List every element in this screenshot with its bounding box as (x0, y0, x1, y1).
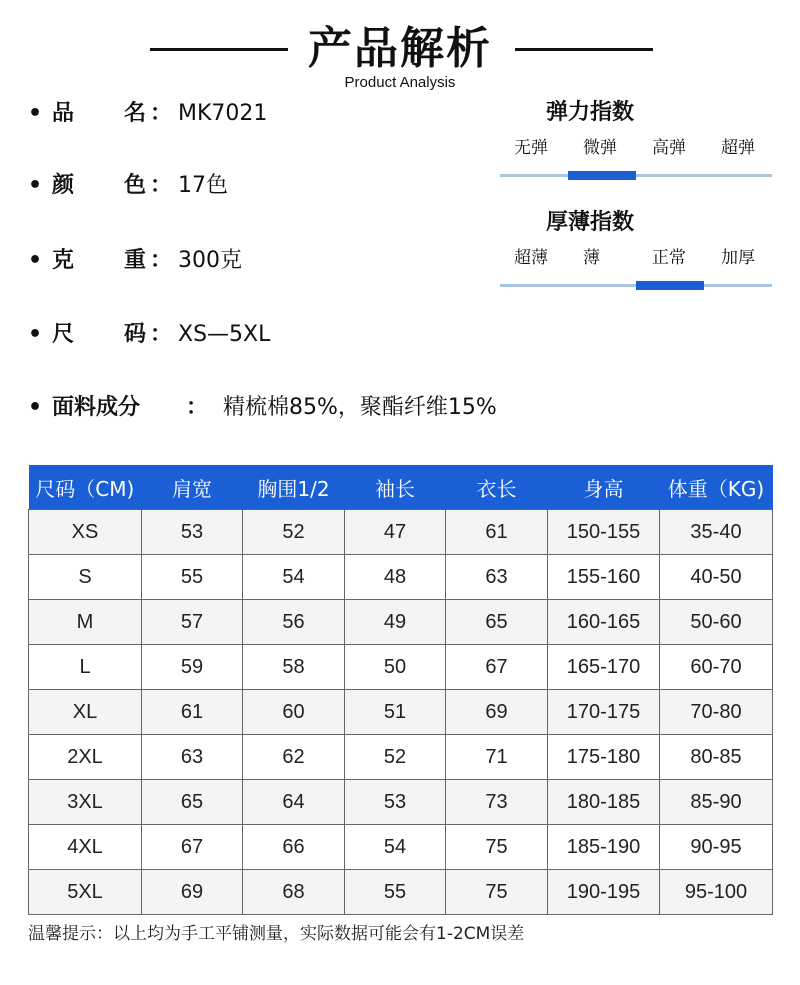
table-cell: 155-160 (548, 555, 660, 600)
thickness-level-label: 正常 (652, 248, 686, 268)
table-cell: 55 (345, 870, 446, 915)
info-colon: ： (186, 395, 209, 420)
table-row (29, 780, 773, 825)
column-header: 袖长 (345, 465, 446, 510)
table-cell: 67 (142, 825, 243, 870)
info-colon: ： (150, 101, 173, 126)
table-cell: 48 (345, 555, 446, 600)
table-cell: 35-40 (660, 510, 773, 555)
bullet-icon: • (28, 173, 43, 198)
table-cell: S (29, 555, 142, 600)
table-cell: XS (29, 510, 142, 555)
info-label-char: 码 (124, 322, 147, 347)
info-value-name: MK7021 (178, 101, 268, 126)
thickness-index-indicator (636, 281, 704, 290)
table-cell: L (29, 645, 142, 690)
table-row (29, 645, 773, 690)
table-cell: 85-90 (660, 780, 773, 825)
table-cell: 95-100 (660, 870, 773, 915)
info-value-size: XS—5XL (178, 322, 271, 347)
page-subtitle: Product Analysis (344, 74, 456, 91)
table-cell: 70-80 (660, 690, 773, 735)
table-cell: 63 (142, 735, 243, 780)
table-cell: 190-195 (548, 870, 660, 915)
table-cell: 90-95 (660, 825, 773, 870)
info-label-char: 克 (52, 248, 75, 273)
table-row (29, 735, 773, 780)
table-row (29, 825, 773, 870)
table-row (29, 600, 773, 645)
table-cell: 55 (142, 555, 243, 600)
info-value-color: 17色 (178, 173, 228, 198)
table-cell: XL (29, 690, 142, 735)
table-cell: 75 (446, 825, 548, 870)
table-cell: 150-155 (548, 510, 660, 555)
table-cell: 75 (446, 870, 548, 915)
elastic-index-levels (500, 136, 772, 160)
elastic-index-title: 弹力指数 (545, 100, 634, 125)
elastic-level-label: 超弹 (721, 138, 755, 158)
table-cell: 53 (142, 510, 243, 555)
thickness-level-label: 加厚 (721, 248, 755, 268)
table-row (29, 690, 773, 735)
table-cell: 4XL (29, 825, 142, 870)
table-cell: 50-60 (660, 600, 773, 645)
info-label-fabric: 面料成分 (52, 395, 141, 420)
table-cell: 160-165 (548, 600, 660, 645)
table-cell: 69 (446, 690, 548, 735)
size-chart-table (28, 465, 773, 915)
table-cell: 56 (243, 600, 345, 645)
table-row (29, 870, 773, 915)
table-body (29, 510, 773, 915)
column-header: 胸围1/2 (243, 465, 345, 510)
info-value-fabric: 精梳棉85%，聚酯纤维15% (223, 395, 497, 420)
table-cell: 63 (446, 555, 548, 600)
info-label-char: 重 (124, 248, 147, 273)
table-cell: 67 (446, 645, 548, 690)
info-colon: ： (150, 322, 173, 347)
table-cell: 69 (142, 870, 243, 915)
table-cell: 80-85 (660, 735, 773, 780)
table-header-row (29, 465, 773, 510)
table-cell: 54 (243, 555, 345, 600)
column-header: 体重（KG) (660, 465, 773, 510)
table-cell: 47 (345, 510, 446, 555)
table-cell: 60-70 (660, 645, 773, 690)
title-section (0, 18, 800, 98)
table-cell: 61 (142, 690, 243, 735)
table-cell: 52 (243, 510, 345, 555)
table-cell: 175-180 (548, 735, 660, 780)
info-label-char: 尺 (52, 322, 75, 347)
info-label-char: 色 (124, 173, 147, 198)
table-cell: 58 (243, 645, 345, 690)
thickness-level-label: 薄 (583, 248, 600, 268)
table-cell: 52 (345, 735, 446, 780)
column-header: 衣长 (446, 465, 548, 510)
info-label-char: 颜 (52, 173, 75, 198)
table-cell: 71 (446, 735, 548, 780)
table-cell: 57 (142, 600, 243, 645)
column-header: 肩宽 (142, 465, 243, 510)
table-row (29, 510, 773, 555)
table-cell: 3XL (29, 780, 142, 825)
thickness-level-label: 超薄 (514, 248, 548, 268)
info-value-weight: 300克 (178, 248, 242, 273)
table-cell: 185-190 (548, 825, 660, 870)
thickness-index-title: 厚薄指数 (545, 210, 634, 235)
table-cell: 2XL (29, 735, 142, 780)
elastic-index-track (500, 174, 772, 177)
page-title: 产品解析 (308, 23, 492, 74)
table-cell: 5XL (29, 870, 142, 915)
info-colon: ： (150, 248, 173, 273)
bullet-icon: • (28, 248, 43, 273)
bullet-icon: • (28, 395, 43, 420)
elastic-level-label: 高弹 (652, 138, 686, 158)
table-cell: 165-170 (548, 645, 660, 690)
table-cell: 50 (345, 645, 446, 690)
column-header: 尺码（CM) (29, 465, 142, 510)
table-cell: 180-185 (548, 780, 660, 825)
table-cell: 64 (243, 780, 345, 825)
table-cell: 59 (142, 645, 243, 690)
bullet-icon: • (28, 101, 43, 126)
table-cell: 65 (446, 600, 548, 645)
table-cell: 54 (345, 825, 446, 870)
table-cell: 40-50 (660, 555, 773, 600)
table-cell: M (29, 600, 142, 645)
table-cell: 53 (345, 780, 446, 825)
info-label-char: 品 (52, 101, 75, 126)
table-cell: 60 (243, 690, 345, 735)
table-cell: 61 (446, 510, 548, 555)
thickness-index-levels (500, 246, 772, 270)
table-row (29, 555, 773, 600)
table-cell: 62 (243, 735, 345, 780)
elastic-index-indicator (568, 171, 636, 180)
table-cell: 66 (243, 825, 345, 870)
table-cell: 65 (142, 780, 243, 825)
measurement-note: 温馨提示：以上均为手工平铺测量，实际数据可能会有1-2CM误差 (28, 924, 525, 944)
table-cell: 68 (243, 870, 345, 915)
elastic-level-label: 微弹 (583, 138, 617, 158)
table-cell: 170-175 (548, 690, 660, 735)
info-colon: ： (150, 173, 173, 198)
table-cell: 49 (345, 600, 446, 645)
info-label-char: 名 (124, 101, 147, 126)
table-cell: 51 (345, 690, 446, 735)
bullet-icon: • (28, 322, 43, 347)
column-header: 身高 (548, 465, 660, 510)
table-cell: 73 (446, 780, 548, 825)
elastic-level-label: 无弹 (514, 138, 548, 158)
